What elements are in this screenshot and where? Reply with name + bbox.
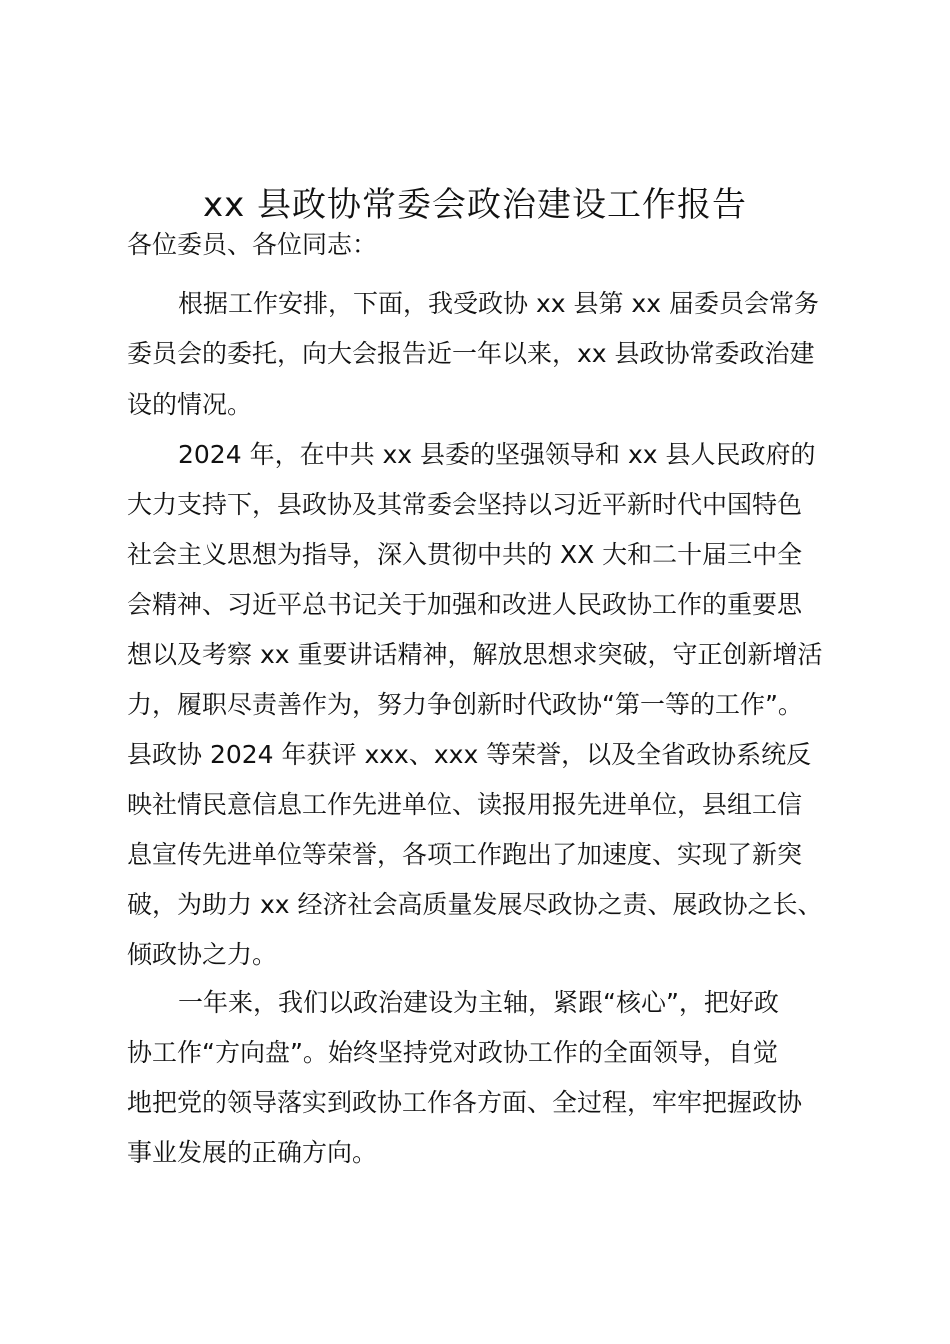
- paragraph-2-line-7: 县政协 2024 年获评 xxx、xxx 等荣誉，以及全省政协系统反: [127, 740, 812, 769]
- paragraph-2-line-1: 2024 年，在中共 xx 县委的坚强领导和 xx 县人民政府的: [178, 440, 816, 469]
- paragraph-3-line-1: 一年来，我们以政治建设为主轴，紧跟“核心”，把好政: [178, 988, 779, 1017]
- paragraph-1-line-2: 委员会的委托，向大会报告近一年以来，xx 县政协常委政治建: [127, 339, 815, 368]
- document-title: xx 县政协常委会政治建设工作报告: [202, 185, 748, 225]
- paragraph-2-line-3: 社会主义思想为指导，深入贯彻中共的 XX 大和二十届三中全: [127, 540, 803, 569]
- paragraph-1-line-3: 设的情况。: [127, 390, 253, 419]
- paragraph-3-line-4: 事业发展的正确方向。: [127, 1138, 378, 1167]
- paragraph-2-line-9: 息宣传先进单位等荣誉，各项工作跑出了加速度、实现了新突: [127, 840, 803, 869]
- paragraph-2-line-2: 大力支持下，县政协及其常委会坚持以习近平新时代中国特色: [127, 490, 803, 519]
- paragraph-1-line-1: 根据工作安排，下面，我受政协 xx 县第 xx 届委员会常务: [178, 289, 819, 318]
- salutation: 各位委员、各位同志：: [127, 230, 378, 259]
- paragraph-2-line-8: 映社情民意信息工作先进单位、读报用报先进单位，县组工信: [127, 790, 803, 819]
- paragraph-3-line-2: 协工作“方向盘”。始终坚持党对政协工作的全面领导，自觉: [127, 1038, 778, 1067]
- paragraph-2-line-5: 想以及考察 xx 重要讲话精神，解放思想求突破，守正创新增活: [127, 640, 823, 669]
- paragraph-2-line-11: 倾政协之力。: [127, 940, 278, 969]
- paragraph-2-line-6: 力，履职尽责善作为，努力争创新时代政协“第一等的工作”。: [127, 690, 803, 719]
- paragraph-2-line-10: 破，为助力 xx 经济社会高质量发展尽政协之责、展政协之长、: [127, 890, 823, 919]
- paragraph-2-line-4: 会精神、习近平总书记关于加强和改进人民政协工作的重要思: [127, 590, 803, 619]
- paragraph-3-line-3: 地把党的领导落实到政协工作各方面、全过程，牢牢把握政协: [127, 1088, 803, 1117]
